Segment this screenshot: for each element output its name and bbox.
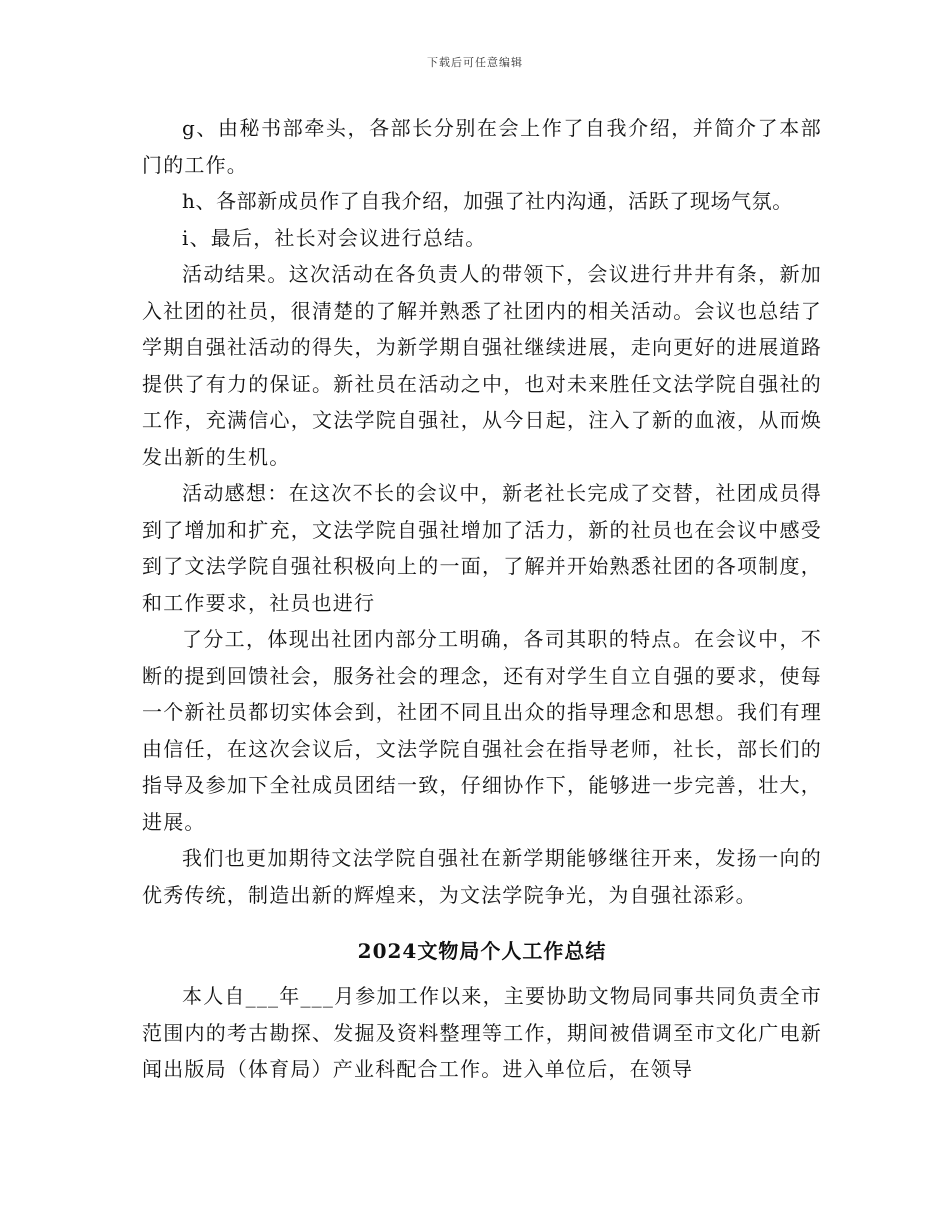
paragraph-h: h、各部新成员作了自我介绍，加强了社内沟通，活跃了现场气氛。 xyxy=(182,189,793,213)
paragraph-activity-result: 活动结果。这次活动在各负责人的带领下，会议进行井井有条，新加入社团的社员，很清楚的了解并熟悉了社团内的相关活动。会议也总结了学期自强社活动的得失，为新学期自强社继续进展，走向更好的进展道路提供了有力的保证。新社员在活动之中，也对未来胜任文法学院自强社的工作，充满信心，文法学院自强社，从今日起，注入了新的血液，从而焕发出新的生机。 xyxy=(142,262,822,469)
paragraph-i: i、最后，社长对会议进行总结。 xyxy=(182,225,487,250)
paragraph-activity-thoughts: 活动感想：在这次不长的会议中，新老社长完成了交替，社团成员得到了增加和扩充，文法学院自强社增加了活力，新的社员也在会议中感受到了文法学院自强社积极向上的一面，了解并开始熟悉社团的各项制度，和工作要求，社员也进行 xyxy=(142,481,822,615)
page-header: 下载后可任意编辑 xyxy=(427,56,523,69)
paragraph-g: g、由秘书部牵头，各部长分别在会上作了自我介绍，并简介了本部门的工作。 xyxy=(142,116,822,177)
paragraph-expectation: 我们也更加期待文法学院自强社在新学期能够继往开来，发扬一向的优秀传统，制造出新的辉煌来，为文法学院争光，为自强社添彩。 xyxy=(142,846,822,907)
section-title: 2024文物局个人工作总结 xyxy=(357,939,607,963)
paragraph-division-of-work: 了分工，体现出社团内部分工明确，各司其职的特点。在会议中，不断的提到回馈社会，服务社会的理念，还有对学生自立自强的要求，使每一个新社员都切实体会到，社团不同且出众的指导理念和思想。我们有理由信任，在这次会议后，文法学院自强社会在指导老师，社长，部长们的指导及参加下全社成员团结一致，仔细协作下，能够进一步完善，壮大，进展。 xyxy=(142,627,822,834)
document-body xyxy=(142,110,822,1088)
section-paragraph: 本人自___年___月参加工作以来，主要协助文物局同事共同负责全市范围内的考古勘探、发掘及资料整理等工作，期间被借调至市文化广电新闻出版局（体育局）产业科配合工作。进入单位后，在领导 xyxy=(142,984,822,1081)
